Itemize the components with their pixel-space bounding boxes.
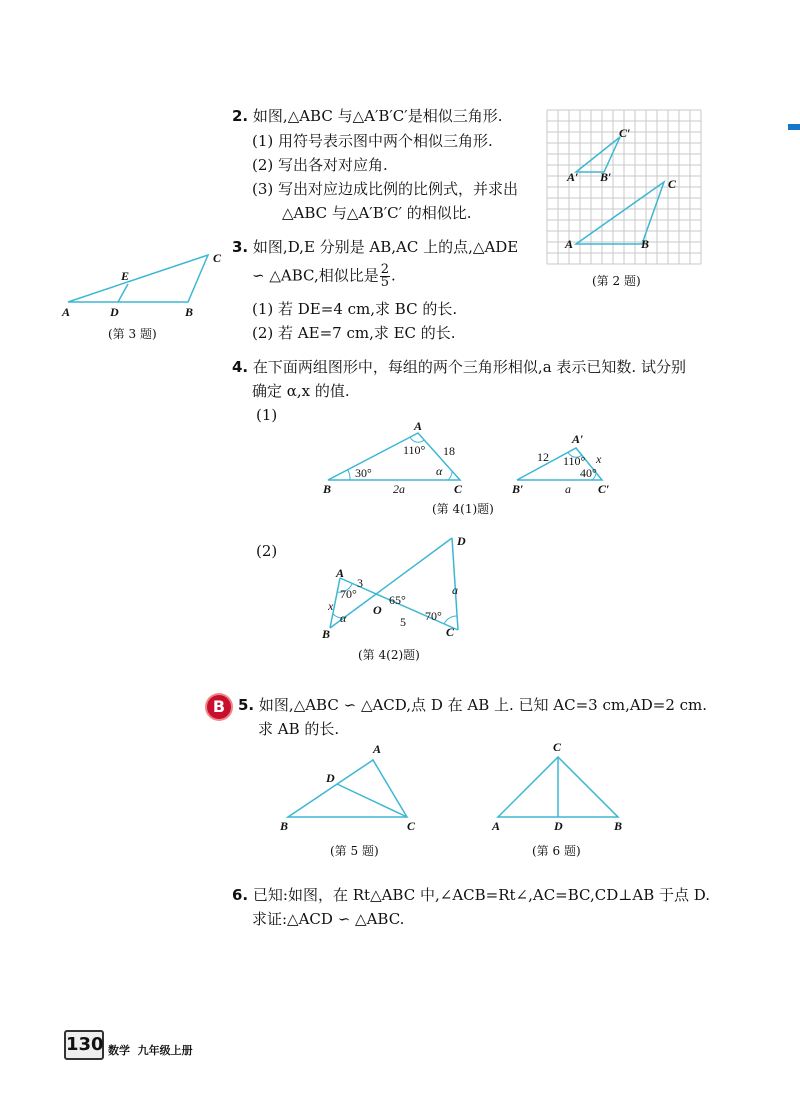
fig6-label-B: B [614,819,623,833]
fig3-label-A: A [62,305,71,319]
fig41-side-AC: 18 [443,444,455,458]
problem-2-q3b: △ABC 与△A′B′C′ 的相似比. [282,204,472,222]
fig41-label-C: C [454,482,463,496]
problem-3-line1: 3. 如图,D,E 分别是 AB,AC 上的点,△ADE [232,238,519,256]
problem-3-q1: (1) 若 DE=4 cm,求 BC 的长. [252,300,458,318]
fig3-label-D: D [110,305,119,319]
fig5-label-A: A [373,742,382,756]
problem-2-q1: (1) 用符号表示图中两个相似三角形. [252,132,493,150]
problem-4-line2: 确定 α,x 的值. [252,382,350,400]
fig5-label-C: C [407,819,416,833]
fig42-label-A: A [336,566,345,580]
figure-3-caption: (第 3 题) [108,327,157,341]
fig42-angle-B: α [340,611,347,625]
similarity-ratio-fraction: $\frac{2}{5}$ [380,262,389,290]
fig42-label-D: D [457,534,466,548]
fig41-label-A1: A′ [572,432,584,446]
fig41-side-B1C1: a [565,482,571,496]
figure-5-triangle [288,760,407,817]
fig2-label-B1: B′ [600,170,612,184]
figure-3-triangle [68,255,208,302]
figure-2-caption: (第 2 题) [592,274,641,288]
problem-6-line2: 求证:△ACD ∽ △ABC. [252,910,405,928]
fig41-angle-A: 110° [403,443,426,457]
figure-5-caption: (第 5 题) [330,844,379,858]
page-number: 130 [64,1030,104,1060]
problem-6-line1: 6. 已知:如图，在 Rt△ABC 中,∠ACB=Rt∠,AC=BC,CD⊥AB 于点 D. [232,886,711,904]
figure-6-caption: (第 6 题) [532,844,581,858]
problem-3-line2: ∽ △ABC,相似比是 $\frac{2}{5}$ . [252,262,396,290]
figure-4-2-caption: (第 4(2)题) [358,648,420,662]
fig5-label-D: D [326,771,335,785]
fig2-label-C1: C′ [619,126,631,140]
problem-4-line1: 4. 在下面两组图形中，每组的两个三角形相似,a 表示已知数. 试分别 [232,358,686,376]
fig2-label-B: B [641,237,650,251]
fig42-angle-C: 70° [425,609,442,623]
fig42-angle-A: 70° [340,587,357,601]
fig6-label-A: A [492,819,501,833]
fig3-label-B: B [185,305,194,319]
fig41-side-BC: 2a [393,482,405,496]
fig42-side-AO: 3 [357,576,363,590]
fig41-angle-C: α [436,464,443,478]
problem-2-q3a: (3) 写出对应边成比例的比例式，并求出 [252,180,519,198]
figure-2-large-triangle [576,182,664,244]
problem-2-q2: (2) 写出各对对应角. [252,156,388,174]
fig41-label-B1: B′ [512,482,524,496]
fig2-label-C: C [668,177,677,191]
fig2-label-A1: A′ [567,170,579,184]
problem-4-part1: (1) [256,406,278,424]
fig41-side-A1C1: x [596,452,602,466]
fig6-label-C: C [553,740,562,754]
fig41-label-A: A [414,419,423,433]
fig3-label-E: E [121,269,130,283]
fig42-side-AB: x [328,599,334,613]
fig5-label-B: B [280,819,289,833]
section-b-badge: B [207,695,231,719]
fig3-label-C: C [213,251,222,265]
fig41-side-A1B1: 12 [537,450,549,464]
fig42-label-C: C [446,625,455,639]
figure-4-1-caption: (第 4(1)题) [432,502,494,516]
problem-5-line1: 5. 如图,△ABC ∽ △ACD,点 D 在 AB 上. 已知 AC=3 cm,AD=2 cm. [238,696,708,714]
fig42-side-OC: 5 [400,615,406,629]
fig6-label-D: D [554,819,563,833]
fig42-angle-O: 65° [389,593,406,607]
fig42-label-B: B [322,627,331,641]
problem-4-part2: (2) [256,542,278,560]
fig42-label-O: O [373,603,382,617]
problem-3-q2: (2) 若 AE=7 cm,求 EC 的长. [252,324,456,342]
fig2-label-A: A [565,237,574,251]
figure-6-triangle [498,757,618,817]
fig41-label-C1: C′ [598,482,610,496]
problem-2-intro: 2. 如图,△ABC 与△A′B′C′是相似三角形. [232,107,503,125]
fig41-angle-B: 30° [355,466,372,480]
fig41-angle-A1: 110° [563,454,586,468]
problem-5-line2: 求 AB 的长. [258,720,340,738]
fig41-label-B: B [323,482,332,496]
fig42-side-CD: a [452,583,458,597]
footer-book-title: 数学 九年级上册 [108,1044,193,1057]
fig41-angle-C1: 40° [580,466,597,480]
